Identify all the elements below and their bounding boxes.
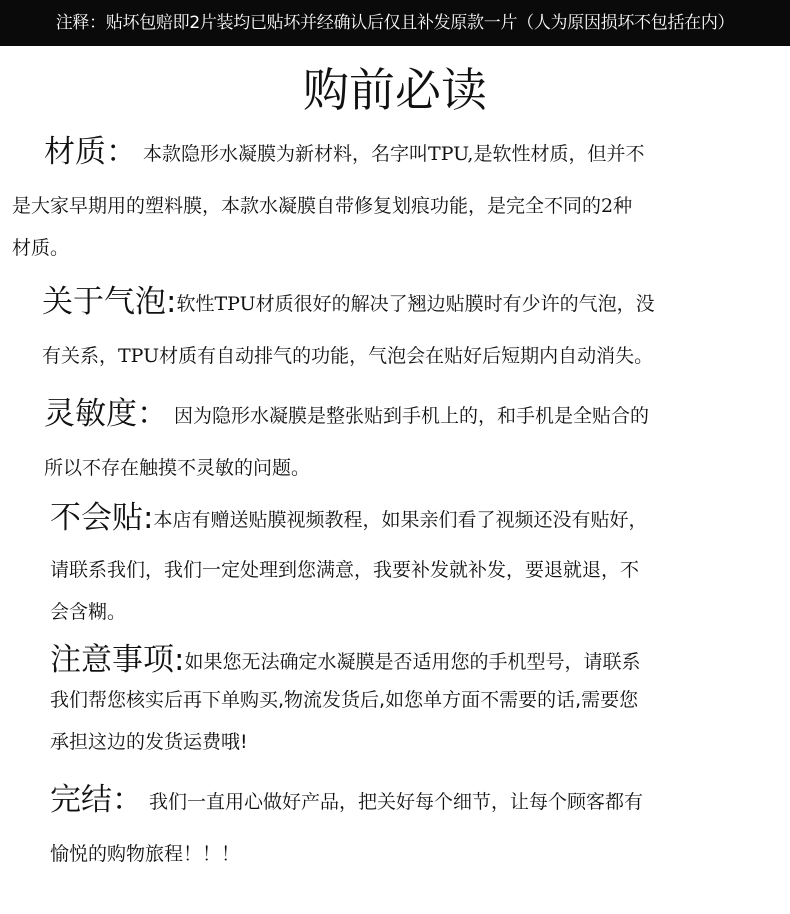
section-sensitivity-line-2	[44, 450, 790, 486]
section-bubbles-text-2: 有关系，TPU材质有自动排气的功能，气泡会在贴好后短期内自动消失。	[42, 345, 654, 367]
section-sensitivity-heading: 灵敏度：	[44, 396, 168, 432]
section-notes-line-3	[50, 724, 790, 760]
section-cannot-apply-heading: 不会贴:	[50, 500, 154, 536]
section-notes-line-1	[50, 638, 790, 682]
section-closing-text-1: 我们一直用心做好产品，把关好每个细节，让每个顾客都有	[143, 791, 644, 813]
section-material-heading: 材质：	[44, 134, 137, 170]
section-material-line-1	[44, 130, 790, 174]
section-sensitivity-line-1	[44, 392, 790, 436]
notice-banner	[0, 0, 790, 46]
section-bubbles-line-1	[42, 280, 790, 324]
section-material-line-3	[12, 230, 790, 266]
section-material-text-1: 本款隐形水凝膜为新材料，名字叫TPU,是软性材质，但并不	[137, 143, 645, 165]
section-cannot-apply-text-1: 本店有赠送贴膜视频教程，如果亲们看了视频还没有贴好，	[153, 509, 648, 531]
section-cannot-apply-line-2	[50, 552, 790, 588]
section-notes-line-2	[50, 682, 790, 718]
section-sensitivity-text-1: 因为隐形水凝膜是整张贴到手机上的，和手机是全贴合的	[168, 405, 650, 427]
section-material-text-3: 材质。	[12, 237, 70, 259]
section-notes-text-1: 如果您无法确定水凝膜是否适用您的手机型号，请联系	[184, 651, 641, 673]
section-closing-line-2	[50, 836, 790, 872]
notice-banner-text: 注释：贴坏包赔即2片装均已贴坏并经确认后仅且补发原款一片（人为原因损坏不包括在内）	[55, 13, 735, 33]
section-notes-heading: 注意事项:	[50, 642, 185, 678]
section-cannot-apply-text-3: 会含糊。	[50, 601, 127, 623]
page-title: 购前必读	[303, 63, 487, 117]
section-closing-line-1	[50, 778, 790, 822]
section-closing-text-2: 愉悦的购物旅程！！！	[50, 843, 241, 865]
section-closing-heading: 完结：	[50, 782, 143, 818]
section-cannot-apply-text-2: 请联系我们，我们一定处理到您满意，我要补发就补发，要退就退，不	[50, 559, 640, 581]
section-cannot-apply-line-3	[50, 594, 790, 630]
section-sensitivity-text-2: 所以不存在触摸不灵敏的问题。	[44, 457, 311, 479]
section-material-text-2: 是大家早期用的塑料膜，本款水凝膜自带修复划痕功能，是完全不同的2种	[12, 195, 633, 217]
section-material-line-2	[12, 188, 790, 224]
section-bubbles-text-1: 软性TPU材质很好的解决了翘边贴膜时有少许的气泡，没	[176, 293, 655, 315]
section-cannot-apply-line-1	[50, 496, 790, 540]
section-notes-text-3: 承担这边的发货运费哦!	[50, 731, 248, 753]
section-bubbles-heading: 关于气泡:	[42, 284, 177, 320]
section-notes-text-2: 我们帮您核实后再下单购买,物流发货后,如您单方面不需要的话,需要您	[50, 689, 639, 711]
section-bubbles-line-2	[42, 338, 790, 374]
